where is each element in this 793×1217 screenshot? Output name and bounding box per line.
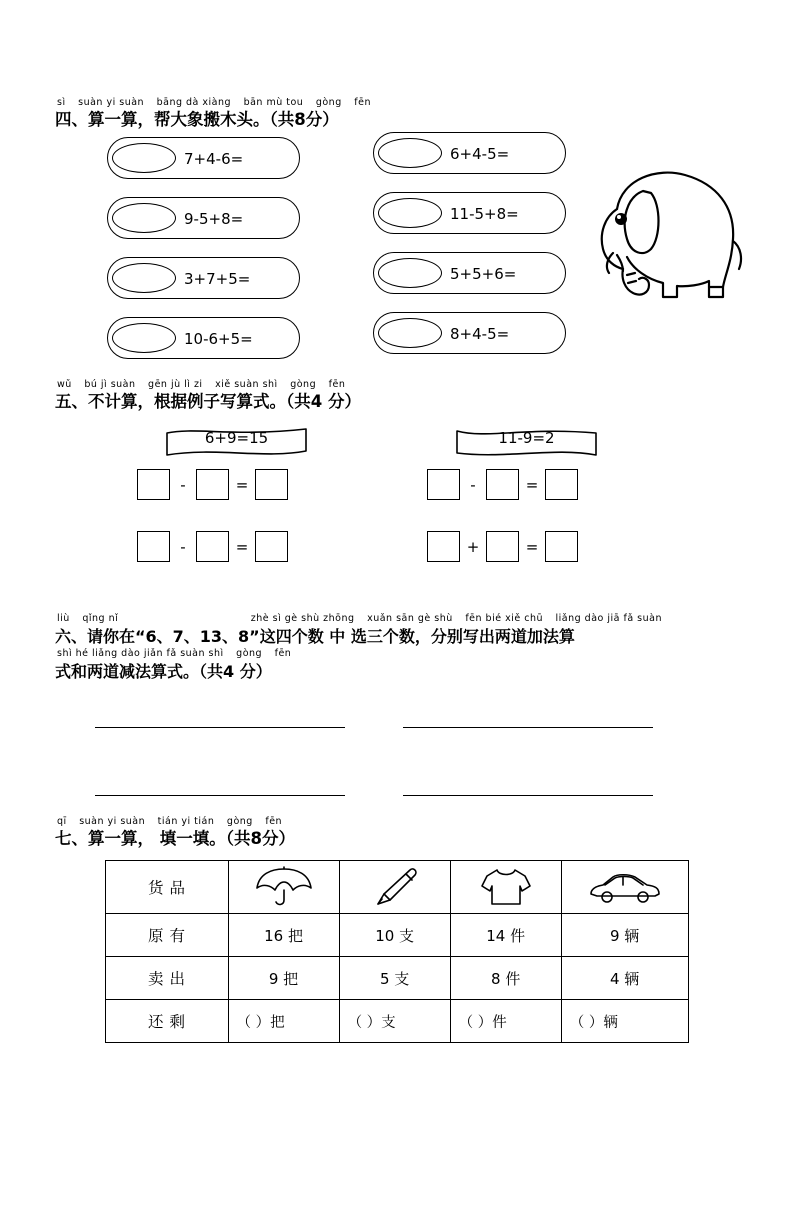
pinyin-token: shì hé liǎng dào jiǎn fǎ suàn shì bbox=[57, 648, 224, 659]
pinyin-token: fēn bbox=[328, 379, 346, 390]
pinyin-token: gòng bbox=[315, 97, 342, 108]
capsule-area bbox=[55, 137, 738, 362]
pinyin-token: gòng bbox=[236, 648, 263, 659]
umbrella-icon bbox=[228, 861, 339, 914]
cell-remaining-car[interactable] bbox=[561, 1000, 688, 1043]
equation-row bbox=[427, 531, 578, 562]
pinyin-token: tián yi tián bbox=[157, 816, 215, 827]
example-expression: 6+9=15 bbox=[204, 429, 269, 447]
cell-sold-pencil: 5 支 bbox=[339, 957, 450, 1000]
capsule-item[interactable] bbox=[107, 257, 300, 299]
capsule-item[interactable] bbox=[373, 312, 566, 354]
answer-box[interactable] bbox=[486, 469, 519, 500]
section-five-heading: 五、不计算，根据例子写算式。（共4 分） bbox=[55, 392, 361, 411]
operator: = bbox=[235, 537, 249, 556]
pinyin-token: liǎng dào jiā fǎ suàn bbox=[555, 613, 662, 624]
answer-oval[interactable] bbox=[378, 318, 442, 348]
blank-answer: （ ）把 bbox=[236, 1014, 285, 1031]
pinyin-token: xuǎn sān gè shù bbox=[367, 613, 453, 624]
section-five bbox=[55, 378, 738, 601]
answer-oval[interactable] bbox=[378, 138, 442, 168]
answer-box[interactable] bbox=[255, 469, 288, 500]
cell-sold-tshirt: 8 件 bbox=[450, 957, 561, 1000]
equation-boxes-block bbox=[55, 469, 738, 601]
pinyin-row-six-b bbox=[55, 648, 738, 660]
pinyin-token: fēn bbox=[274, 648, 292, 659]
expression-text: 3+7+5= bbox=[184, 270, 251, 288]
table-row bbox=[105, 914, 688, 957]
pinyin-token: gēn jù lì zi bbox=[148, 379, 203, 390]
section-six bbox=[55, 613, 738, 815]
table-row bbox=[105, 861, 688, 914]
pinyin-row-seven bbox=[55, 815, 738, 828]
pinyin-token: xiě suàn shì bbox=[215, 379, 278, 390]
expression-text: 9-5+8= bbox=[184, 210, 244, 228]
pinyin-token: bú jì suàn bbox=[84, 379, 136, 390]
pinyin-token: sì bbox=[57, 97, 66, 108]
answer-line[interactable] bbox=[95, 795, 345, 796]
blank-answer: （ ）件 bbox=[458, 1014, 507, 1031]
operator: = bbox=[525, 537, 539, 556]
cell-remaining-pencil[interactable] bbox=[339, 1000, 450, 1043]
answer-box[interactable] bbox=[255, 531, 288, 562]
expression-text: 5+5+6= bbox=[450, 265, 517, 283]
cell-remaining-tshirt[interactable] bbox=[450, 1000, 561, 1043]
car-icon bbox=[561, 861, 688, 914]
pinyin-row-four bbox=[55, 96, 738, 109]
answer-oval[interactable] bbox=[112, 143, 176, 173]
cell-original-tshirt: 14 件 bbox=[450, 914, 561, 957]
operator: - bbox=[180, 537, 186, 556]
pinyin-row-six-a bbox=[55, 613, 738, 625]
pinyin-token: bān mù tou bbox=[243, 97, 304, 108]
capsule-item[interactable] bbox=[107, 197, 300, 239]
example-expression: 11-9=2 bbox=[498, 429, 555, 447]
cell-original-umbrella: 16 把 bbox=[228, 914, 339, 957]
section-four bbox=[55, 96, 738, 362]
banner-row bbox=[55, 425, 738, 469]
pinyin-row-five bbox=[55, 378, 738, 391]
capsule-item[interactable] bbox=[107, 137, 300, 179]
answer-line[interactable] bbox=[403, 727, 653, 728]
section-seven bbox=[55, 815, 738, 1043]
pinyin-token: gòng bbox=[226, 816, 253, 827]
pinyin-token: qī bbox=[57, 816, 67, 827]
answer-lines-area bbox=[55, 705, 738, 815]
expression-text: 8+4-5= bbox=[450, 325, 510, 343]
pinyin-token: qǐng nǐ bbox=[82, 613, 119, 624]
capsule-item[interactable] bbox=[373, 192, 566, 234]
expression-text: 11-5+8= bbox=[450, 205, 519, 223]
answer-line[interactable] bbox=[95, 727, 345, 728]
pinyin-token: wǔ bbox=[57, 379, 72, 390]
example-banner-right bbox=[455, 425, 598, 455]
section-six-heading-line1: 六、请你在“6、7、13、8”这四个数 中 选三个数，分别写出两道加法算 bbox=[55, 627, 575, 646]
cell-sold-car: 4 辆 bbox=[561, 957, 688, 1000]
answer-box[interactable] bbox=[137, 531, 170, 562]
elephant-icon bbox=[577, 157, 752, 312]
cell-original-car: 9 辆 bbox=[561, 914, 688, 957]
equation-row bbox=[137, 531, 288, 562]
answer-box[interactable] bbox=[196, 531, 229, 562]
cell-remaining-umbrella[interactable] bbox=[228, 1000, 339, 1043]
answer-box[interactable] bbox=[545, 469, 578, 500]
operator: + bbox=[466, 537, 480, 556]
answer-oval[interactable] bbox=[378, 258, 442, 288]
pinyin-token: fēn bié xiě chū bbox=[465, 613, 543, 624]
cell-sold-umbrella: 9 把 bbox=[228, 957, 339, 1000]
section-six-heading-line2: 式和两道减法算式。（共4 分） bbox=[55, 662, 272, 681]
answer-oval[interactable] bbox=[378, 198, 442, 228]
equation-row bbox=[137, 469, 288, 500]
operator: = bbox=[525, 475, 539, 494]
equation-row bbox=[427, 469, 578, 500]
answer-box[interactable] bbox=[196, 469, 229, 500]
table-row bbox=[105, 1000, 688, 1043]
row-label-remaining: 还剩 bbox=[105, 1000, 228, 1043]
section-four-heading: 四、算一算，帮大象搬木头。（共8分） bbox=[55, 110, 339, 129]
expression-text: 6+4-5= bbox=[450, 145, 510, 163]
pinyin-token: suàn yi suàn bbox=[78, 97, 145, 108]
answer-oval[interactable] bbox=[112, 323, 176, 353]
pinyin-token: gòng bbox=[290, 379, 317, 390]
answer-box[interactable] bbox=[545, 531, 578, 562]
pinyin-token: zhè sì gè shù zhōng bbox=[250, 613, 355, 624]
table-row bbox=[105, 957, 688, 1000]
pinyin-token: liù bbox=[57, 613, 70, 624]
capsule-item[interactable] bbox=[107, 317, 300, 359]
worksheet-page bbox=[0, 96, 793, 1217]
pinyin-token: suàn yi suàn bbox=[79, 816, 146, 827]
pinyin-token: fēn bbox=[354, 97, 371, 108]
pencil-icon bbox=[339, 861, 450, 914]
operator: = bbox=[235, 475, 249, 494]
answer-line[interactable] bbox=[403, 795, 653, 796]
operator: - bbox=[470, 475, 476, 494]
answer-box[interactable] bbox=[427, 531, 460, 562]
example-banner-left bbox=[165, 425, 308, 455]
cell-original-pencil: 10 支 bbox=[339, 914, 450, 957]
row-label-goods: 货品 bbox=[105, 861, 228, 914]
answer-box[interactable] bbox=[486, 531, 519, 562]
answer-oval[interactable] bbox=[112, 203, 176, 233]
expression-text: 7+4-6= bbox=[184, 150, 244, 168]
pinyin-token: bāng dà xiàng bbox=[156, 97, 232, 108]
goods-table bbox=[105, 860, 689, 1043]
row-label-original: 原有 bbox=[105, 914, 228, 957]
blank-answer: （ ）支 bbox=[347, 1014, 396, 1031]
blank-answer: （ ）辆 bbox=[569, 1014, 618, 1031]
expression-text: 10-6+5= bbox=[184, 330, 253, 348]
pinyin-token: fēn bbox=[265, 816, 283, 827]
operator: - bbox=[180, 475, 186, 494]
section-seven-heading: 七、算一算， 填一填。（共8分） bbox=[55, 829, 295, 848]
capsule-item[interactable] bbox=[373, 132, 566, 174]
answer-box[interactable] bbox=[137, 469, 170, 500]
row-label-sold: 卖出 bbox=[105, 957, 228, 1000]
capsule-item[interactable] bbox=[373, 252, 566, 294]
answer-box[interactable] bbox=[427, 469, 460, 500]
tshirt-icon bbox=[450, 861, 561, 914]
answer-oval[interactable] bbox=[112, 263, 176, 293]
